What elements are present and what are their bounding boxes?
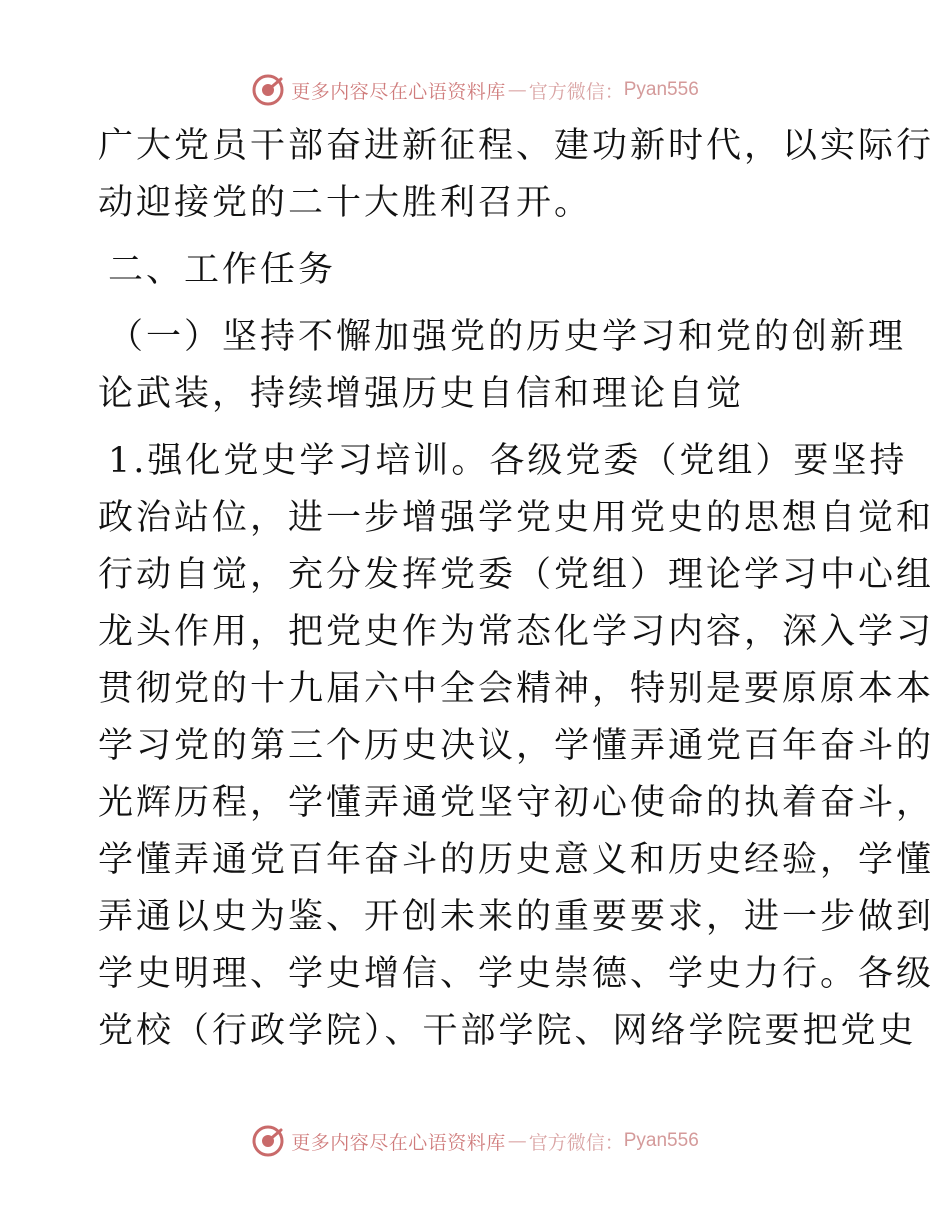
text-line: 龙头作用，把党史作为常态化学习内容，深入学习 bbox=[98, 612, 935, 652]
heading-text: 二、工作任务 bbox=[108, 250, 337, 290]
watermark-contact-id: Pyan556 bbox=[623, 1130, 699, 1151]
paragraph bbox=[98, 118, 935, 232]
text-line: （一）坚持不懈加强党的历史学习和党的创新理 bbox=[108, 317, 907, 357]
text-line: 动迎接党的二十大胜利召开。 bbox=[98, 183, 593, 223]
brand-logo-icon bbox=[251, 73, 285, 107]
text-line: 光辉历程，学懂弄通党坚守初心使命的执着奋斗， bbox=[98, 783, 935, 823]
brand-logo-icon bbox=[251, 1124, 285, 1158]
document-body bbox=[98, 118, 935, 1060]
watermark-separator: — bbox=[507, 1130, 527, 1152]
section-heading bbox=[98, 242, 858, 299]
text-line: 论武装，持续增强历史自信和理论自觉 bbox=[98, 374, 745, 414]
text-line: 行动自觉，充分发挥党委（党组）理论学习中心组 bbox=[98, 555, 935, 595]
watermark-contact-id: Pyan556 bbox=[623, 79, 699, 100]
text-line: 贯彻党的十九届六中全会精神，特别是要原原本本 bbox=[98, 669, 935, 709]
paragraph bbox=[98, 433, 935, 1060]
text-line: 广大党员干部奋进新征程、建功新时代，以实际行 bbox=[98, 126, 935, 166]
text-line: 学习党的第三个历史决议，学懂弄通党百年奋斗的 bbox=[98, 726, 935, 766]
text-line: 学史明理、学史增信、学史崇德、学史力行。各级 bbox=[98, 954, 935, 994]
subsection-heading bbox=[98, 309, 907, 423]
watermark-brand: 更多内容尽在心语资料库 bbox=[291, 80, 506, 103]
watermark-separator: — bbox=[507, 79, 527, 101]
watermark-footer bbox=[0, 1123, 950, 1159]
watermark-contact-label: 官方微信： bbox=[528, 80, 624, 103]
text-line: 学懂弄通党百年奋斗的历史意义和历史经验，学懂 bbox=[98, 840, 935, 880]
text-line: 1.强化党史学习培训。各级党委（党组）要坚持 bbox=[108, 441, 908, 481]
text-line: 政治站位，进一步增强学党史用党史的思想自觉和 bbox=[98, 498, 935, 538]
text-line: 弄通以史为鉴、开创未来的重要要求，进一步做到 bbox=[98, 897, 935, 937]
watermark-brand: 更多内容尽在心语资料库 bbox=[291, 1131, 506, 1154]
watermark-header bbox=[0, 72, 950, 108]
text-line: 党校（行政学院）、干部学院、网络学院要把党史 bbox=[98, 1011, 917, 1051]
watermark-contact-label: 官方微信： bbox=[528, 1131, 624, 1154]
